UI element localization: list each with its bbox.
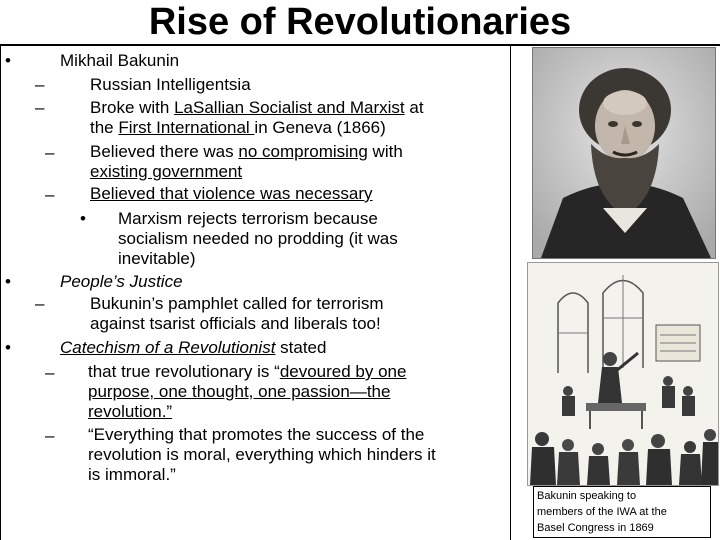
caption-line: Bakunin speaking to — [537, 490, 637, 502]
dash-marker: – — [45, 143, 55, 162]
iwa-congress-illustration — [527, 262, 719, 486]
sub-pamphlet-line1: Bukunin’s pamphlet called for terrorism — [90, 294, 384, 313]
sub-violence: Believed that violence was necessary — [90, 184, 373, 203]
sub-compromise-line2: existing government — [90, 162, 243, 181]
sub-broke-line1: Broke with LaSallian Socialist and Marxist at — [90, 98, 424, 117]
sub-moral-line3: is immoral.” — [88, 465, 176, 484]
sub-devoured-line3: revolution.” — [88, 402, 173, 421]
caption-line: Basel Congress in 1869 — [537, 522, 654, 534]
sub-intelligentsia: Russian Intelligentsia — [90, 75, 251, 94]
bullet-bakunin: Mikhail Bakunin — [60, 51, 180, 70]
dash-marker: – — [45, 185, 55, 204]
dash-marker: – — [45, 426, 55, 445]
subsub-marxism-line2: socialism needed no prodding (it was — [118, 229, 398, 248]
bullet-catechism: Catechism of a Revolutionist stated — [60, 338, 327, 357]
bullet-marker: • — [5, 272, 11, 291]
slide-title: Rise of Revolutionaries — [148, 1, 572, 43]
sub-moral-line1: “Everything that promotes the success of the — [88, 425, 425, 444]
subsub-marxism-line3: inevitable) — [118, 249, 196, 268]
dash-marker: – — [35, 294, 45, 313]
dash-marker: – — [35, 98, 45, 117]
dash-marker: – — [35, 75, 45, 94]
subsub-marxism-line1: Marxism rejects terrorism because — [118, 209, 378, 228]
sub-moral-line2: revolution is moral, everything which hinders it — [88, 445, 436, 464]
sub-devoured-line2: purpose, one thought, one passion—the — [88, 382, 391, 401]
caption-line: members of the IWA at the — [537, 506, 667, 518]
bullet-marker: • — [5, 51, 11, 70]
bullet-marker: • — [5, 338, 11, 357]
dash-marker: – — [45, 363, 55, 382]
sub-pamphlet-line2: against tsarist officials and liberals too! — [90, 314, 381, 333]
bakunin-portrait — [532, 47, 716, 259]
figure-caption — [533, 486, 711, 538]
sub-compromise-line1: Believed there was no compromising with — [90, 142, 403, 161]
bullet-peoples-justice: People’s Justice — [60, 272, 183, 291]
sub-devoured-line1: that true revolutionary is “devoured by one — [88, 362, 407, 381]
sub-broke-line2: the First International in Geneva (1866) — [90, 118, 386, 137]
bullet-marker: • — [80, 209, 86, 228]
